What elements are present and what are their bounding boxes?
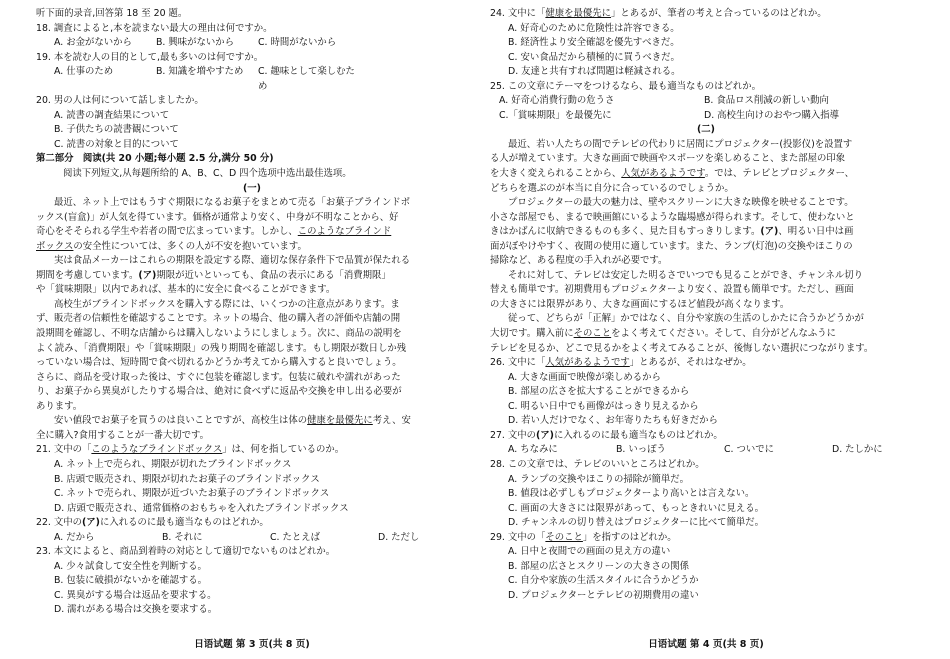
option: B. 興味がないから [156, 37, 235, 49]
passage-line: 面がぼやけやすく、夜間の使用に適しています。また、ランプ(灯泡)の交換やほこりの [490, 240, 853, 252]
option: D. たしかに [832, 444, 883, 456]
option: D. 友達と共有すれば問題は軽減される。 [508, 66, 681, 78]
page-footer-right: 日语试题 第 4 页(共 8 页) [648, 639, 764, 650]
question-25-stem: 25. この文章にテーマをつけるなら、最も適当なものはどれか。 [490, 80, 762, 92]
passage-line: プロジェクターの最大の魅力は、壁やスクリーンに大きな映像を映せることです。 [508, 197, 854, 209]
passage-line: り、お菓子から異臭がしたりする場合は、絶対に食べずに返品や交換を申し出る必要が [36, 386, 402, 398]
passage-line: それに対して、テレビは安定した明るさでいつでも見ることができ、チャンネル切り [508, 269, 863, 281]
option: A. 好奇心消費行動の危うさ [499, 95, 615, 107]
option: C. 自分や家族の生活スタイルに合うかどうか [508, 575, 699, 587]
option: B. 知識を増やすため [156, 66, 244, 78]
section2-instruction: 阅读下列短文,从每题所给的 A、B、C、D 四个选项中选出最佳选项。 [63, 168, 352, 180]
option: D. ただし [378, 531, 420, 543]
question-24-stem: 24. 文中に「健康を最優先に」とあるが、筆者の考えと合っているのはどれか。 [490, 8, 827, 19]
question-25-options-row2 [490, 109, 922, 124]
passage-1 [36, 196, 468, 443]
passage-line: 奇心をそそられる学生や若者の間で広まっています。しかし、このようなブラインド [36, 226, 392, 238]
option: C. ついでに [724, 444, 775, 456]
option: D. 濡れがある場合は交換を要求する。 [54, 604, 218, 616]
passage-line: 全に購入?食用することが一番大切です。 [36, 429, 209, 441]
passage-line: の大きさには限界があり、大きな画面にするほど値段が高くなります。 [490, 298, 790, 310]
passage-line: や「賞味期限」以内であれば、基本的に安全に食べることができます。 [36, 284, 336, 296]
question-27-options [490, 443, 922, 458]
option: D. プロジェクターとテレビの初期費用の違い [508, 589, 699, 601]
option: A. だから [54, 531, 95, 543]
option: B. いっぽう [616, 444, 666, 456]
option: A. 好奇心のために危険性は許容できる。 [508, 22, 680, 34]
passage-line: を大きく変えられることから、人気があるようです。では、テレビとプロジェクター、 [490, 168, 854, 180]
passage-line: 設期間を確認し、不明な店舗からは購入しないようにしましょう。次に、商品の説明を [36, 328, 402, 340]
passage-line: 高校生がブラインドボックスを購入する際には、いくつかの注意点があります。ま [54, 298, 400, 310]
passage-line: 替えも簡単です。初期費用もプロジェクターより安く、設置も簡単です。ただし、画面 [490, 284, 854, 296]
question-22-options [36, 531, 468, 546]
option: B. 部屋の広さを拡大することができるから [508, 386, 690, 398]
option: D. 高校生向けのおやつ購入指導 [704, 109, 840, 121]
passage-line: ックス(盲盒)」が人気を得ています。価格が通常より安く、中身が不明なことから、好 [36, 211, 399, 223]
passage-line: 安い値段でお菓子を買うのは良いことですが、高校生は体の健康を最優先に考え、安 [54, 415, 411, 427]
question-19-options [36, 65, 468, 94]
option: C.「賞味期限」を最優先に [499, 109, 612, 121]
left-column [36, 7, 468, 618]
passage-line: 小さな部屋でも、まるで映画館にいるような臨場感が得られます。そして、使わないと [490, 211, 855, 223]
option: B. 店頭で販売され、期限が切れたお菓子のブラインドボックス [54, 473, 320, 485]
page-footer-left: 日语试题 第 3 页(共 8 页) [194, 639, 310, 650]
question-20-stem: 20. 男の人は何について話しましたか。 [36, 95, 204, 107]
passage-line: ボックスの安全性については、多くの人が不安を抱いています。 [36, 240, 307, 252]
option: C. 画面の大きさには限界があって、もっときれいに見える。 [508, 502, 764, 514]
option: B. 包装に破損がないかを確認する。 [54, 575, 208, 587]
passage2-label: (二) [697, 124, 715, 136]
option: A. ランプの交換やほこりの掃除が簡単だ。 [508, 473, 689, 485]
section2-title: 第二部分 阅读(共 20 小题;每小题 2.5 分,满分 50 分) [36, 153, 274, 165]
option: D. 店頭で販売され、通常価格のおもちゃを入れたブラインドボックス [54, 502, 349, 514]
passage1-label: (一) [243, 182, 261, 194]
question-25-options-row1 [490, 94, 922, 109]
option: C. 異臭がする場合は返品を要求する。 [54, 589, 217, 601]
option: C. 読書の対象と目的について [54, 138, 179, 150]
passage-line: テレビを見るか、どこで見るかをよく考えてみることが、後悔しない選択につながります。 [490, 342, 874, 354]
option: C. ネットで売られ、期限が近づいたお菓子のブラインドボックス [54, 488, 330, 500]
question-29-stem: 29. 文中の「そのこと」を指すのはどれか。 [490, 531, 677, 543]
option: C. 安い食品だから積極的に買うべきだ。 [508, 51, 680, 63]
option: A. 大きな画面で映像が楽しめるから [508, 371, 661, 383]
question-23-stem: 23. 本文によると、商品到着時の対応として適切でないものはどれか。 [36, 546, 336, 558]
option: D. 若い人だけでなく、お年寄りたちも好きだから [508, 415, 718, 427]
option: B. 食品ロス削減の新しい動向 [704, 95, 829, 107]
option: C. 時間がないから [258, 37, 337, 49]
option: C. たとえば [270, 531, 321, 543]
option: B. 子供たちの読書観について [54, 124, 179, 136]
passage-line: 期間を考慮しています。(ア)期限が近いといっても、食品の表示にある「消費期限」 [36, 269, 391, 281]
option: A. 読書の調査結果について [54, 109, 170, 121]
option: B. 経済性より安全確認を優先すべきだ。 [508, 37, 680, 49]
option: B. それに [162, 531, 203, 543]
passage-line: どちらを選ぶのが本当に自分に合っているのでしょうか。 [490, 182, 734, 194]
passage-line: 最近、ネット上ではもうすぐ期限になるお菓子をまとめて売る「お菓子ブラインドボ [54, 197, 410, 209]
option: C. 趣味として楽しむため [258, 66, 355, 92]
option: C. 明るい日中でも画像がはっきり見えるから [508, 400, 699, 412]
passage-line: る人が増えています。大きな画面で映画やスポーツを楽しめること、また部屋の印象 [490, 153, 846, 165]
question-18-stem: 18. 調査によると,本を読まない最大の理由は何ですか。 [36, 22, 273, 34]
question-22-stem: 22. 文中の(ア)に入れるのに最も適当なものはどれか。 [36, 517, 269, 529]
question-21-stem: 21. 文中の「このようなブラインドボックス」は、何を指しているのか。 [36, 444, 345, 456]
option: A. 仕事のため [54, 66, 114, 78]
passage-line: 従って、どちらが「正解」かではなく、自分や家族の生活のしかたに合うかどうかが [508, 313, 864, 325]
option: A. 少々試食して安全性を判断する。 [54, 560, 207, 572]
passage-line: よく読み、「消費期限」や「賞味期限」の残り期間を確認します。もし期限が数日しか残 [36, 342, 407, 354]
passage-line: 大切です。購入前にそのことをよく考えてください。そして、自分がどんなふうに [490, 328, 836, 340]
passage-line: きはかばんに収納できるものも多く、見た目もすっきりします。(ア)、明るい日中は画 [490, 226, 854, 238]
passage-line: 掃除など、ある程度の手入れが必要です。 [490, 255, 668, 267]
passage-line: さらに、商品を受け取った後は、すぐに包装を確認します。包装に破れや濡れがあった [36, 371, 401, 383]
passage-line: 最近、若い人たちの間でテレビの代わりに居間にプロジェクター(投影仪)を設置す [508, 138, 853, 150]
right-column [490, 7, 922, 603]
passage-line: 実は食品メーカーはこれらの期限を設定する際、適切な保存条件下で品質が保たれる [54, 255, 411, 267]
question-26-stem: 26. 文中に「人気があるようです」とあるが、それはなぜか。 [490, 357, 752, 369]
option: A. お金がないから [54, 37, 132, 49]
passage-2 [490, 138, 922, 356]
option: A. ネット上で売られ、期限が切れたブラインドボックス [54, 458, 292, 470]
passage-line: ず、販売者の信頼性を確認することです。ネットの場合、他の購入者の評価や店舗の開 [36, 313, 401, 325]
option: B. 部屋の広さとスクリーンの大きさの関係 [508, 560, 689, 572]
question-18-options [36, 36, 468, 51]
listening-intro: 听下面的录音,回答第 18 至 20 题。 [36, 8, 188, 19]
option: A. 日中と夜間での画面の見え方の違い [508, 546, 671, 558]
option: D. チャンネルの切り替えはプロジェクターに比べて簡単だ。 [508, 517, 764, 529]
option: A. ちなみに [508, 444, 558, 456]
passage-line: っていない場合は、短時間で食べ切れるかどうか考えてから購入すると良いでしょう。 [36, 357, 402, 369]
question-28-stem: 28. この文章では、テレビのいいところはどれか。 [490, 458, 705, 470]
passage-line: あります。 [36, 400, 83, 412]
option: B. 値段は必ずしもプロジェクターより高いとは言えない。 [508, 488, 755, 500]
question-19-stem: 19. 本を読む人の目的として,最も多いのは何ですか。 [36, 51, 264, 63]
question-27-stem: 27. 文中の(ア)に入れるのに最も適当なものはどれか。 [490, 429, 723, 441]
